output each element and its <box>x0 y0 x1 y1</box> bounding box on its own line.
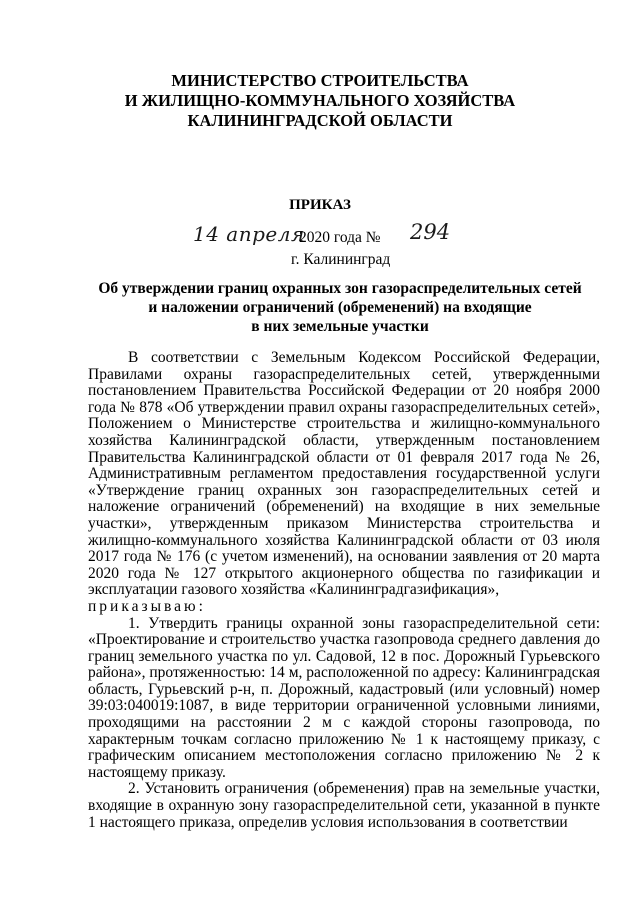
order-subject <box>80 279 600 336</box>
ministry-header-line-1: МИНИСТЕРСТВО СТРОИТЕЛЬСТВА <box>171 71 469 90</box>
order-subject-line-3: в них земельные участки <box>251 318 429 335</box>
order-year-text: 2020 года № <box>299 229 381 246</box>
handwritten-date: 14 апреля <box>193 222 305 246</box>
order-date-line <box>193 220 453 250</box>
decree-word: приказываю: <box>88 597 206 615</box>
order-item-1: 1. Утвердить границы охранной зоны газораспределительной сети: «Проектирование и строительство участка газопровода среднего давления до границ земельного участка по ул. Садовой, 12 в пос. Дорожный Гурьевского района», протяженностью: 14 м, расположенной по адресу: Калининградская область, Гурьевский р-н, п. Дорожный, кадастровый (или условный) номер 39:03:040019:1087, в виде территории ограниченной условными линиями, проходящими на расстоянии 2 м с каждой стороны газопровода, по характерным точкам согласно приложению № 1 к настоящему приказу, с графическим описанием местоположения согласно приложению № 2 к настоящему приказу. <box>88 614 600 781</box>
ministry-header-line-3: КАЛИНИНГРАДСКОЙ ОБЛАСТИ <box>187 111 453 130</box>
preamble-paragraph: В соответствии с Земельным Кодексом Российской Федерации, Правилами охраны газораспределительных сетей, утвержденными постановлением Правительства Российской Федерации от 20 ноября 2000 года № 878 «Об утверждении правил охраны газораспределительных сетей», Положением о Министерстве строительства и жилищно-коммунального хозяйства Калининградской области, утвержденным постановлением Правительства Калининградской области от 01 февраля 2017 года № 26, Административным регламентом предоставления государственной услуги «Утверждение границ охранных зон газораспределительных сетей и наложение ограничений (обременений) на входящие в них земельные участки», утвержденным приказом Министерства строительства и жилищно-коммунального хозяйства Калининградской области от 03 июля 2017 года № 176 (с учетом изменений), на основании заявления от 20 марта 2020 года № 127 открытого акционерного общества по газификации и эксплуатации газового хозяйства «Калининградгазификация», <box>88 349 600 599</box>
order-body <box>88 350 600 831</box>
handwritten-order-number: 294 <box>410 220 451 244</box>
order-city: г. Калининград <box>291 251 391 268</box>
ministry-header-line-2: И ЖИЛИЩНО-КОММУНАЛЬНОГО ХОЗЯЙСТВА <box>124 91 516 110</box>
order-title: ПРИКАЗ <box>289 197 351 213</box>
order-subject-line-2: и наложении ограничений (обременений) на входящие <box>148 299 532 316</box>
ministry-header <box>0 71 640 131</box>
order-item-2: 2. Установить ограничения (обременения) прав на земельные участки, входящие в охранную зону газораспределительной сети, указанной в пункте 1 настоящего приказа, определив условия использования в соответствии <box>88 780 600 831</box>
order-subject-line-1: Об утверждении границ охранных зон газораспределительных сетей <box>98 280 582 297</box>
